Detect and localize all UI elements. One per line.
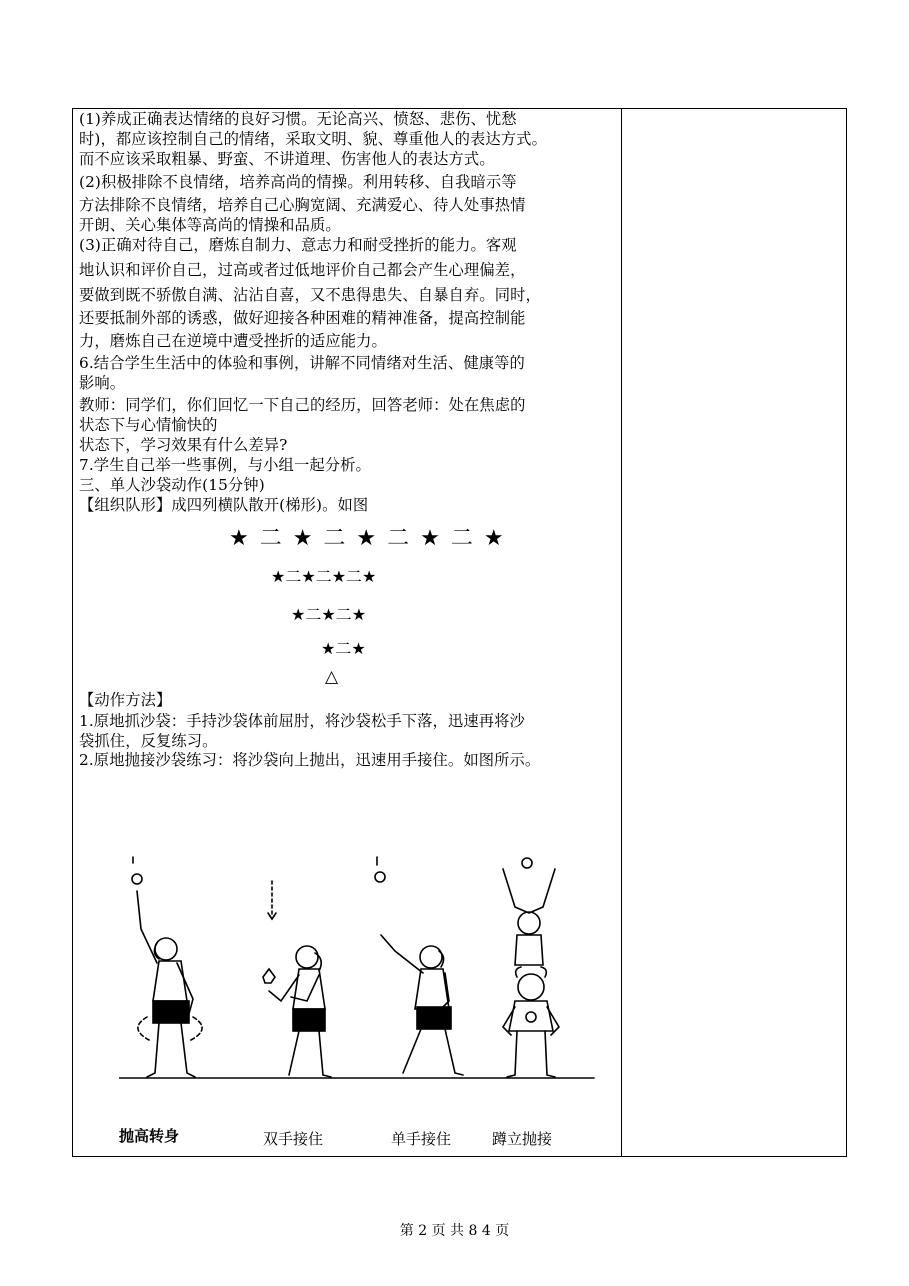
- formation-row-4: ★二★: [321, 639, 366, 658]
- text-line: 还要抵制外部的诱惑，做好迎接各种困难的精神准备，提高控制能: [79, 309, 526, 327]
- formation-row-2: ★二★二★二★: [271, 567, 377, 586]
- text-line: 教师：同学们，你们回忆一下自己的经历，回答老师：处在焦虑的: [79, 396, 526, 414]
- text-line: 7.学生自己举一些事例，与小组一起分析。: [79, 456, 371, 474]
- formation-row-1: ★ 二 ★ 二 ★ 二 ★ 二 ★: [229, 526, 506, 551]
- text-line: 三、单人沙袋动作(15分钟): [79, 476, 265, 494]
- text-line: 方法排除不良情绪，培养自己心胸宽阔、充满爱心、待人处事热情: [79, 196, 526, 214]
- caption-two-hands: 双手接住: [263, 1130, 324, 1148]
- text-line: 状态下，学习效果有什么差异?: [79, 436, 288, 454]
- text-line: 状态下与心情愉快的: [79, 416, 218, 434]
- page-footer: 第 2 页 共 8 4 页: [399, 1223, 510, 1239]
- text-line: 【组织队形】成四列横队散开(梯形)。如图: [79, 496, 369, 514]
- text-line: 力，磨炼自己在逆境中遭受挫折的适应能力。: [79, 332, 387, 350]
- text-line: 1.原地抓沙袋：手持沙袋体前屈肘，将沙袋松手下落，迅速再将沙: [79, 712, 525, 730]
- text-line: 开朗、关心集体等高尚的情操和品质。: [79, 216, 341, 234]
- figure-throw-turn: [132, 857, 202, 1077]
- text-line: (1)养成正确表达情绪的良好习惯。无论高兴、愤怒、悲伤、忧愁: [79, 110, 517, 128]
- text-line: 影响。: [79, 374, 126, 392]
- figure-squat-throw: [503, 858, 559, 1077]
- lesson-table: [72, 108, 847, 1157]
- caption-throw-turn: 抛高转身: [119, 1127, 180, 1145]
- text-line: 地认识和评价自己，过高或者过低地评价自己都会产生心理偏差，: [79, 261, 526, 279]
- text-line: 袋抓住，反复练习。: [79, 732, 218, 750]
- text-line: 而不应该采取粗暴、野蛮、不讲道理、伤害他人的表达方式。: [79, 150, 495, 168]
- caption-squat-throw: 蹲立抛接: [492, 1130, 553, 1148]
- caption-one-hand: 单手接住: [391, 1130, 452, 1148]
- text-line: 时)，都应该控制自己的情绪，采取文明、貌、尊重他人的表达方式。: [79, 130, 547, 148]
- figure-two-hands: [263, 881, 331, 1077]
- formation-row-3: ★二★二★: [291, 605, 367, 624]
- column-divider: [621, 109, 622, 1156]
- text-line: (3)正确对待自己，磨炼自制力、意志力和耐受挫折的能力。客观: [79, 236, 517, 254]
- text-line: 2.原地抛接沙袋练习：将沙袋向上抛出，迅速用手接住。如图所示。: [79, 751, 541, 769]
- figure-one-hand: [375, 857, 463, 1075]
- text-line: 要做到既不骄傲自满、沾沾自喜，又不患得患失、自暴自弃。同时，: [79, 286, 541, 304]
- text-line: 6.结合学生生活中的体验和事例，讲解不同情绪对生活、健康等的: [79, 354, 525, 372]
- sandbag-illustration: [119, 851, 599, 1091]
- teacher-triangle: △: [325, 667, 339, 687]
- method-heading: 【动作方法】: [79, 691, 172, 709]
- text-line: (2)积极排除不良情绪，培养高尚的情操。利用转移、自我暗示等: [79, 173, 517, 191]
